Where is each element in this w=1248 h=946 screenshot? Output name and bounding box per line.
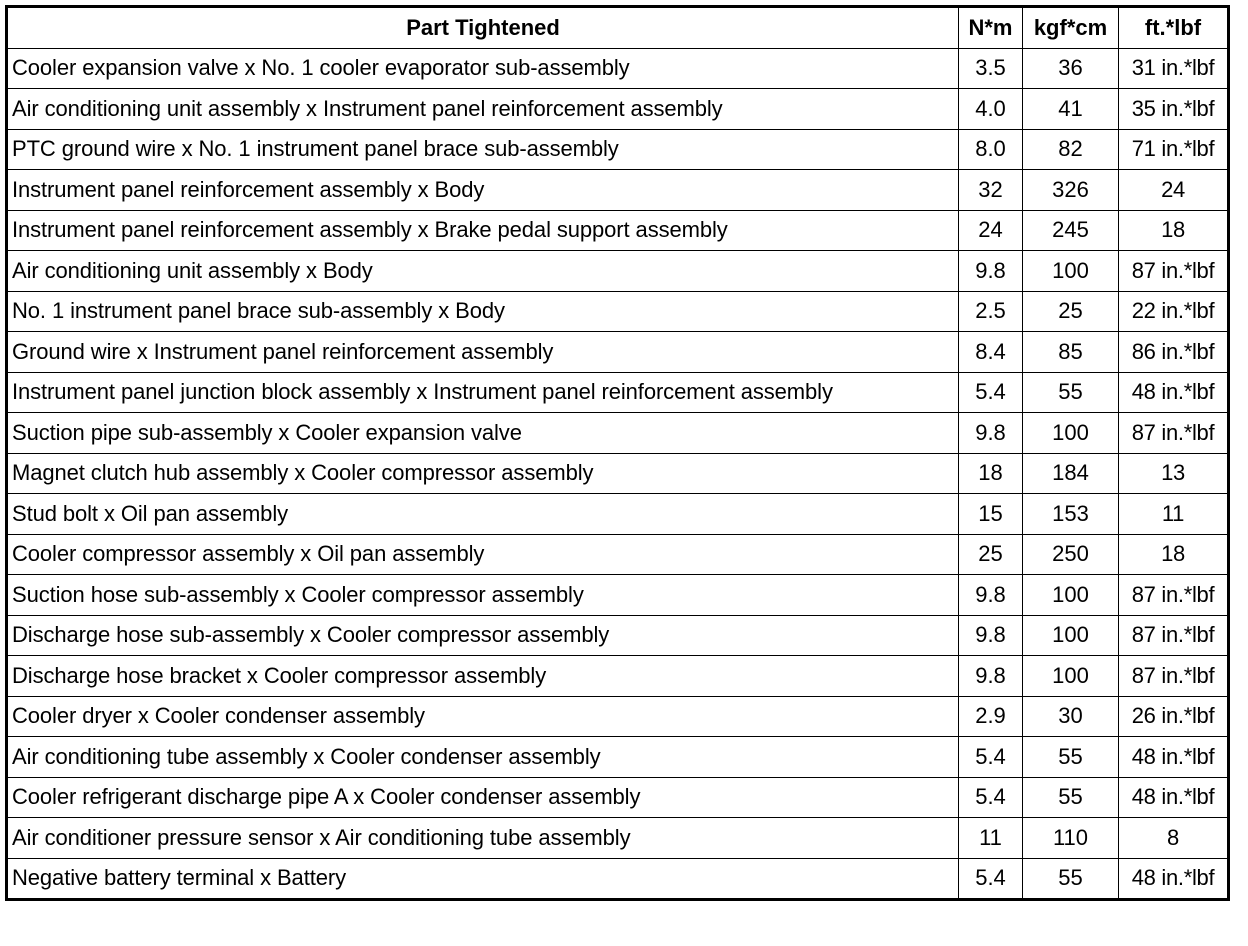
cell-nm: 2.5 xyxy=(959,291,1023,332)
cell-kgfcm: 245 xyxy=(1023,210,1119,251)
cell-part: Cooler compressor assembly x Oil pan assembly xyxy=(7,534,959,575)
table-row xyxy=(7,170,1229,211)
cell-nm: 9.8 xyxy=(959,575,1023,616)
cell-ftlbf: 71 in.*lbf xyxy=(1119,129,1229,170)
cell-nm: 9.8 xyxy=(959,251,1023,292)
table-row xyxy=(7,818,1229,859)
cell-nm: 8.4 xyxy=(959,332,1023,373)
cell-ftlbf: 18 xyxy=(1119,534,1229,575)
cell-kgfcm: 100 xyxy=(1023,656,1119,697)
table-row xyxy=(7,534,1229,575)
cell-ftlbf: 11 xyxy=(1119,494,1229,535)
table-header-row xyxy=(7,7,1229,49)
cell-ftlbf: 87 in.*lbf xyxy=(1119,656,1229,697)
cell-kgfcm: 55 xyxy=(1023,858,1119,900)
cell-kgfcm: 30 xyxy=(1023,696,1119,737)
cell-part: Discharge hose bracket x Cooler compressor assembly xyxy=(7,656,959,697)
table-row xyxy=(7,858,1229,900)
cell-nm: 5.4 xyxy=(959,777,1023,818)
cell-part: Instrument panel reinforcement assembly x Brake pedal support assembly xyxy=(7,210,959,251)
cell-part: Air conditioning tube assembly x Cooler condenser assembly xyxy=(7,737,959,778)
cell-part: Suction pipe sub-assembly x Cooler expansion valve xyxy=(7,413,959,454)
table-row xyxy=(7,210,1229,251)
cell-nm: 2.9 xyxy=(959,696,1023,737)
cell-part: Stud bolt x Oil pan assembly xyxy=(7,494,959,535)
cell-nm: 5.4 xyxy=(959,737,1023,778)
cell-kgfcm: 326 xyxy=(1023,170,1119,211)
cell-kgfcm: 55 xyxy=(1023,777,1119,818)
cell-nm: 15 xyxy=(959,494,1023,535)
cell-ftlbf: 22 in.*lbf xyxy=(1119,291,1229,332)
cell-ftlbf: 86 in.*lbf xyxy=(1119,332,1229,373)
cell-part: Discharge hose sub-assembly x Cooler compressor assembly xyxy=(7,615,959,656)
cell-part: Magnet clutch hub assembly x Cooler compressor assembly xyxy=(7,453,959,494)
cell-kgfcm: 100 xyxy=(1023,575,1119,616)
cell-part: No. 1 instrument panel brace sub-assembly x Body xyxy=(7,291,959,332)
cell-ftlbf: 8 xyxy=(1119,818,1229,859)
cell-nm: 24 xyxy=(959,210,1023,251)
cell-kgfcm: 110 xyxy=(1023,818,1119,859)
cell-part: Cooler expansion valve x No. 1 cooler evaporator sub-assembly xyxy=(7,48,959,89)
cell-ftlbf: 31 in.*lbf xyxy=(1119,48,1229,89)
cell-ftlbf: 26 in.*lbf xyxy=(1119,696,1229,737)
cell-ftlbf: 87 in.*lbf xyxy=(1119,615,1229,656)
cell-nm: 11 xyxy=(959,818,1023,859)
cell-part: Air conditioning unit assembly x Body xyxy=(7,251,959,292)
header-part-tightened: Part Tightened xyxy=(7,7,959,49)
table-row xyxy=(7,575,1229,616)
cell-ftlbf: 18 xyxy=(1119,210,1229,251)
cell-part: Ground wire x Instrument panel reinforcement assembly xyxy=(7,332,959,373)
cell-nm: 32 xyxy=(959,170,1023,211)
cell-nm: 3.5 xyxy=(959,48,1023,89)
cell-ftlbf: 48 in.*lbf xyxy=(1119,737,1229,778)
cell-ftlbf: 87 in.*lbf xyxy=(1119,575,1229,616)
cell-kgfcm: 85 xyxy=(1023,332,1119,373)
cell-kgfcm: 153 xyxy=(1023,494,1119,535)
table-body xyxy=(7,48,1229,900)
table-row xyxy=(7,737,1229,778)
table-row xyxy=(7,453,1229,494)
table-row xyxy=(7,129,1229,170)
cell-part: Cooler dryer x Cooler condenser assembly xyxy=(7,696,959,737)
cell-kgfcm: 184 xyxy=(1023,453,1119,494)
cell-part: Cooler refrigerant discharge pipe A x Cooler condenser assembly xyxy=(7,777,959,818)
table-row xyxy=(7,89,1229,130)
table-row xyxy=(7,332,1229,373)
cell-nm: 5.4 xyxy=(959,858,1023,900)
cell-kgfcm: 25 xyxy=(1023,291,1119,332)
cell-kgfcm: 55 xyxy=(1023,372,1119,413)
cell-part: Air conditioning unit assembly x Instrument panel reinforcement assembly xyxy=(7,89,959,130)
cell-nm: 25 xyxy=(959,534,1023,575)
cell-part: Suction hose sub-assembly x Cooler compressor assembly xyxy=(7,575,959,616)
cell-part: Air conditioner pressure sensor x Air conditioning tube assembly xyxy=(7,818,959,859)
cell-kgfcm: 250 xyxy=(1023,534,1119,575)
cell-ftlbf: 13 xyxy=(1119,453,1229,494)
cell-nm: 18 xyxy=(959,453,1023,494)
header-kgfcm: kgf*cm xyxy=(1023,7,1119,49)
cell-ftlbf: 87 in.*lbf xyxy=(1119,413,1229,454)
cell-nm: 9.8 xyxy=(959,656,1023,697)
cell-ftlbf: 48 in.*lbf xyxy=(1119,777,1229,818)
torque-spec-table xyxy=(5,5,1230,901)
cell-kgfcm: 82 xyxy=(1023,129,1119,170)
cell-nm: 9.8 xyxy=(959,413,1023,454)
cell-ftlbf: 48 in.*lbf xyxy=(1119,372,1229,413)
cell-ftlbf: 24 xyxy=(1119,170,1229,211)
table-row xyxy=(7,656,1229,697)
cell-kgfcm: 41 xyxy=(1023,89,1119,130)
header-ftlbf: ft.*lbf xyxy=(1119,7,1229,49)
table-row xyxy=(7,372,1229,413)
table-row xyxy=(7,251,1229,292)
cell-part: Instrument panel junction block assembly x Instrument panel reinforcement assembly xyxy=(7,372,959,413)
table-row xyxy=(7,696,1229,737)
table-row xyxy=(7,777,1229,818)
cell-part: Negative battery terminal x Battery xyxy=(7,858,959,900)
table-row xyxy=(7,413,1229,454)
table-row xyxy=(7,291,1229,332)
table-row xyxy=(7,48,1229,89)
cell-kgfcm: 100 xyxy=(1023,413,1119,454)
cell-kgfcm: 55 xyxy=(1023,737,1119,778)
table-row xyxy=(7,494,1229,535)
cell-part: PTC ground wire x No. 1 instrument panel brace sub-assembly xyxy=(7,129,959,170)
cell-part: Instrument panel reinforcement assembly x Body xyxy=(7,170,959,211)
cell-ftlbf: 87 in.*lbf xyxy=(1119,251,1229,292)
cell-ftlbf: 48 in.*lbf xyxy=(1119,858,1229,900)
cell-kgfcm: 100 xyxy=(1023,615,1119,656)
header-nm: N*m xyxy=(959,7,1023,49)
cell-nm: 5.4 xyxy=(959,372,1023,413)
cell-nm: 8.0 xyxy=(959,129,1023,170)
cell-nm: 9.8 xyxy=(959,615,1023,656)
cell-nm: 4.0 xyxy=(959,89,1023,130)
cell-kgfcm: 100 xyxy=(1023,251,1119,292)
cell-kgfcm: 36 xyxy=(1023,48,1119,89)
cell-ftlbf: 35 in.*lbf xyxy=(1119,89,1229,130)
table-row xyxy=(7,615,1229,656)
